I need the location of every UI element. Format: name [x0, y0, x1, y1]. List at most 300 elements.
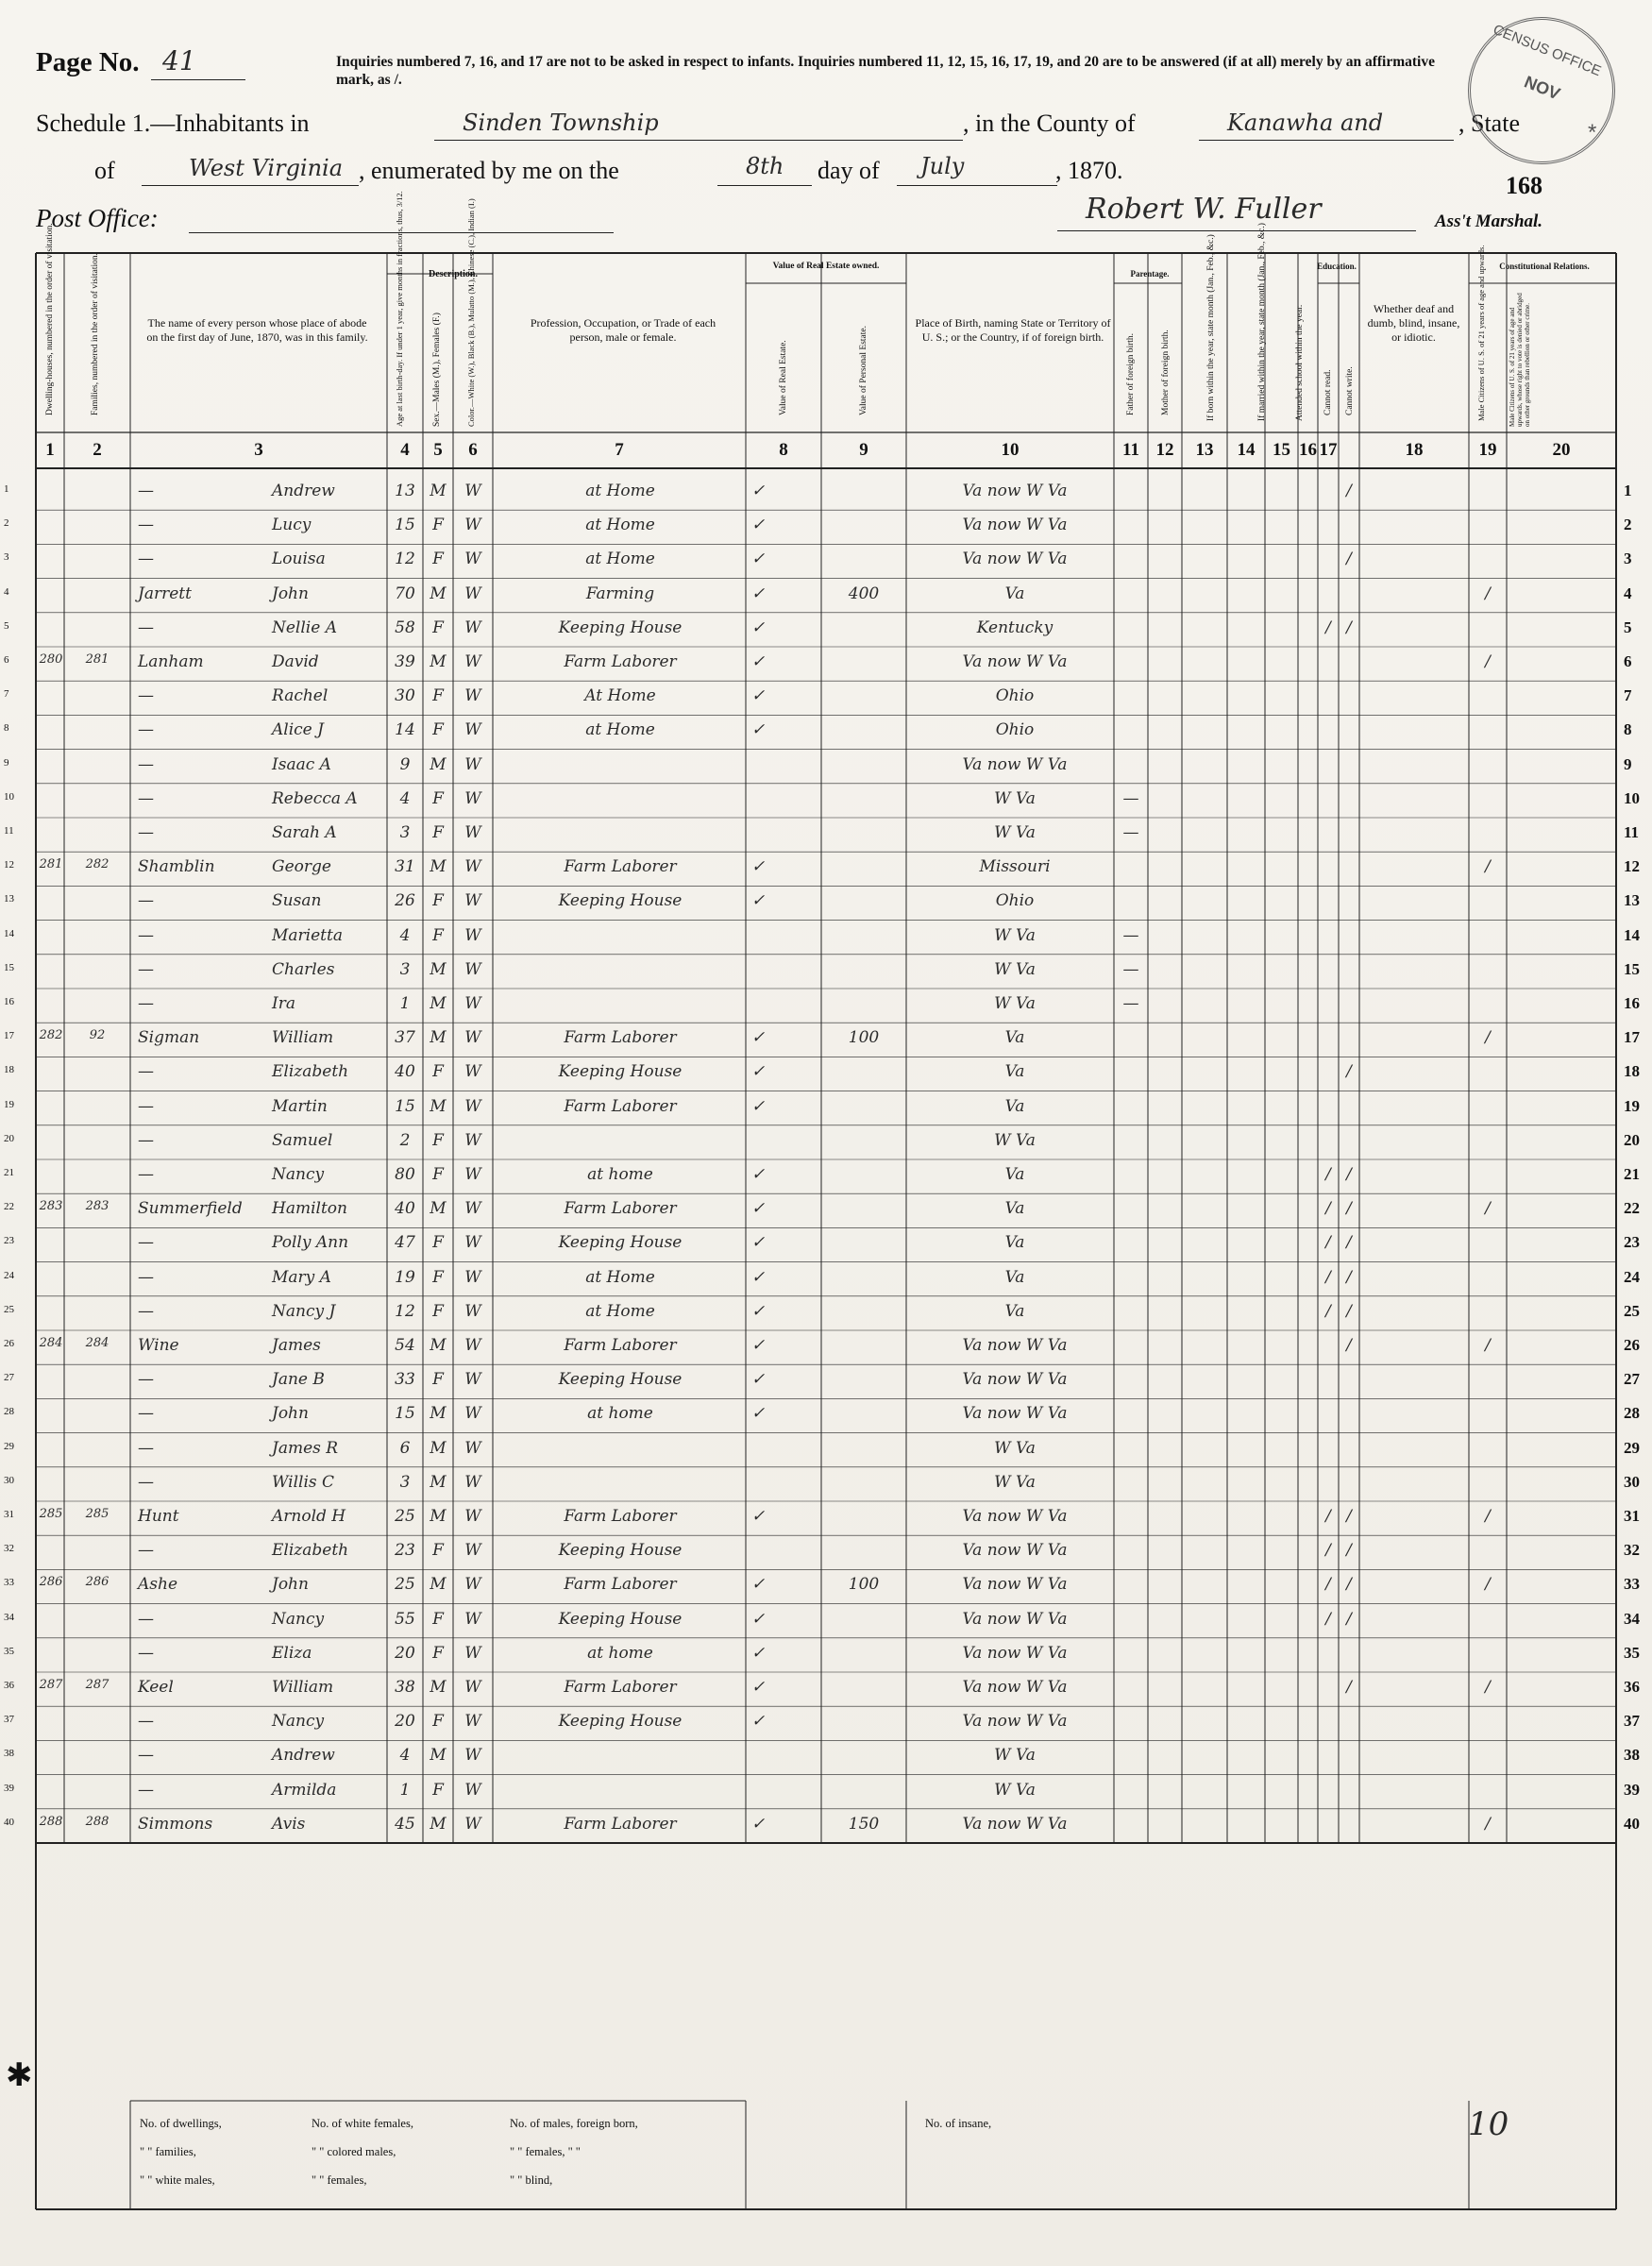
citizens-total: 10: [1468, 2105, 1509, 2143]
given-name: Ira: [272, 994, 295, 1013]
occupation: Farm Laborer: [564, 857, 677, 877]
real-estate-mark: ✓: [751, 1233, 766, 1253]
birth-place: Va now W Va: [962, 1609, 1068, 1629]
sex: M: [430, 754, 447, 774]
row-number-right: 8: [1624, 720, 1632, 739]
row-number-right: 24: [1624, 1267, 1640, 1286]
birth-place: W Va: [994, 788, 1036, 808]
age: 3: [399, 959, 411, 979]
given-name: Rachel: [272, 686, 329, 706]
age: 6: [399, 1438, 411, 1458]
post-office-label: Post Office:: [36, 204, 159, 232]
state-value: West Virginia: [189, 155, 344, 181]
given-name: Nancy J: [272, 1301, 336, 1321]
cannot-write: /: [1346, 1575, 1352, 1595]
family-number: 287: [85, 1678, 110, 1692]
birth-place: Missouri: [979, 857, 1051, 877]
col6-header: Color.—White (W.), Black (B.), Mulatto (M.), Chinese (C.), Indian (I.): [466, 198, 476, 427]
surname: —: [138, 994, 154, 1013]
color: W: [464, 720, 481, 740]
real-estate-mark: ✓: [751, 482, 766, 500]
real-estate-mark: ✓: [751, 1575, 766, 1595]
male-citizen-21: /: [1485, 1199, 1491, 1219]
row-number-left: 8: [4, 722, 9, 735]
sex: F: [432, 1712, 444, 1732]
age: 25: [395, 1507, 415, 1526]
township-value: Sinden Township: [463, 110, 659, 136]
sex: F: [432, 516, 444, 535]
family-number: 285: [85, 1507, 110, 1521]
male-citizen-21: /: [1485, 1028, 1491, 1048]
surname: —: [138, 1301, 154, 1321]
surname: Wine: [138, 1336, 179, 1355]
sex: M: [430, 1199, 447, 1219]
given-name: Elizabeth: [272, 1541, 349, 1561]
given-name: Nancy: [272, 1609, 325, 1629]
real-estate-mark: ✓: [751, 1199, 766, 1219]
real-estate-mark: ✓: [751, 1507, 766, 1526]
dwelling-number: 288: [39, 1814, 63, 1829]
surname: Keel: [138, 1678, 174, 1697]
row-number-right: 39: [1624, 1780, 1640, 1799]
personal-estate: 100: [848, 1575, 880, 1595]
surname: Summerfield: [138, 1199, 243, 1219]
sex: M: [430, 1746, 447, 1766]
col15-header: Attended school within the year.: [1295, 304, 1305, 421]
occupation: Farm Laborer: [564, 1678, 677, 1697]
surname: —: [138, 1062, 154, 1082]
real-estate-mark: ✓: [751, 1370, 766, 1390]
col2-header: Families, numbered in the order of visitation.: [91, 252, 100, 415]
occupation: Keeping House: [558, 1541, 683, 1561]
sex: F: [432, 720, 444, 740]
age: 15: [395, 1404, 415, 1424]
row-number-left: 36: [4, 1680, 14, 1691]
row-number-left: 23: [4, 1235, 14, 1247]
footer-females: " " females,: [312, 2173, 367, 2187]
row-number-left: 3: [4, 551, 9, 564]
footer-foreign-males: No. of males, foreign born,: [510, 2117, 638, 2130]
surname: —: [138, 1165, 154, 1184]
given-name: Martin: [272, 1096, 328, 1116]
given-name: George: [272, 857, 331, 877]
row-number-left: 16: [4, 996, 14, 1007]
birth-place: W Va: [994, 1780, 1036, 1800]
footer-foreign-females: " " females, " ": [510, 2145, 581, 2158]
row-number-left: 24: [4, 1269, 14, 1281]
dwelling-number: 282: [39, 1028, 63, 1043]
row-number-left: 26: [4, 1338, 14, 1349]
birth-place: Va now W Va: [962, 1336, 1068, 1355]
cannot-write: /: [1346, 550, 1352, 569]
col17-header: Cannot write.: [1345, 366, 1355, 415]
col10-header: Place of Birth, naming State or Territory of U. S.; or the Country, if of foreign birth.: [915, 316, 1111, 344]
occupation: at home: [587, 1643, 653, 1663]
row-number-right: 12: [1624, 857, 1640, 876]
footer-dwellings: No. of dwellings,: [140, 2117, 222, 2130]
color: W: [464, 1472, 481, 1492]
dwelling-number: 283: [39, 1199, 63, 1214]
footer-insane: No. of insane,: [925, 2117, 992, 2130]
cannot-write: /: [1346, 1199, 1352, 1219]
cannot-write: /: [1346, 1507, 1352, 1526]
age: 38: [395, 1678, 415, 1697]
age: 9: [399, 754, 411, 774]
sex: M: [430, 1678, 447, 1697]
row-number-right: 35: [1624, 1643, 1640, 1662]
given-name: Isaac A: [272, 754, 331, 774]
surname: —: [138, 1712, 154, 1732]
marshal-label: Ass't Marshal.: [1435, 211, 1543, 231]
color: W: [464, 1199, 481, 1219]
occupation: Keeping House: [558, 891, 683, 911]
group-parentage: Parentage.: [1130, 269, 1170, 279]
row-number-right: 10: [1624, 788, 1640, 807]
surname: —: [138, 617, 154, 637]
given-name: Eliza: [272, 1643, 312, 1663]
color: W: [464, 550, 481, 569]
dwelling-number: 287: [39, 1678, 63, 1692]
surname: —: [138, 550, 154, 569]
row-number-left: 22: [4, 1201, 14, 1213]
given-name: Samuel: [272, 1130, 333, 1150]
real-estate-mark: ✓: [751, 891, 766, 911]
sex: F: [432, 1165, 444, 1184]
color: W: [464, 516, 481, 535]
birth-place: W Va: [994, 1438, 1036, 1458]
inquiries-note: Inquiries numbered 7, 16, and 17 are not to be asked in respect to infants. Inquiries numbered 11, 12, 15, 16, 17, 19, and 20 are to be answered (if at all) merely by an affirmative mark, as /.: [336, 54, 1435, 88]
col13-header: If born within the year, state month (Jan., Feb., &c.): [1206, 234, 1216, 421]
occupation: at home: [587, 1404, 653, 1424]
occupation: Farm Laborer: [564, 1814, 677, 1834]
given-name: John: [272, 1575, 309, 1595]
occupation: Farm Laborer: [564, 1199, 677, 1219]
sex: F: [432, 1267, 444, 1287]
birth-place: Va now W Va: [962, 1541, 1068, 1561]
personal-estate: 150: [848, 1814, 880, 1834]
cannot-read: /: [1325, 1541, 1331, 1561]
father-foreign: —: [1122, 994, 1139, 1013]
column-number-10: 10: [1001, 440, 1020, 460]
state-label: , State: [1458, 110, 1520, 137]
age: 14: [395, 720, 415, 740]
color: W: [464, 857, 481, 877]
birth-place: Va now W Va: [962, 516, 1068, 535]
color: W: [464, 1301, 481, 1321]
age: 12: [395, 550, 415, 569]
family-number: 282: [85, 857, 110, 872]
surname: Simmons: [138, 1814, 213, 1834]
row-number-left: 15: [4, 961, 14, 973]
row-number-right: 9: [1624, 754, 1632, 773]
row-number-right: 36: [1624, 1678, 1640, 1696]
sex: F: [432, 686, 444, 706]
occupation: Keeping House: [558, 1062, 683, 1082]
col11-header: Father of foreign birth.: [1126, 332, 1136, 415]
color: W: [464, 1165, 481, 1184]
color: W: [464, 1130, 481, 1150]
row-number-left: 9: [4, 756, 9, 769]
sex: F: [432, 1370, 444, 1390]
row-number-left: 37: [4, 1714, 14, 1726]
column-number-5: 5: [433, 440, 443, 460]
given-name: David: [272, 652, 319, 671]
real-estate-mark: ✓: [751, 583, 766, 603]
age: 20: [395, 1712, 415, 1732]
male-citizen-21: /: [1485, 1814, 1491, 1834]
color: W: [464, 1370, 481, 1390]
group-education: Education.: [1317, 262, 1357, 271]
row-number-right: 1: [1624, 482, 1632, 499]
surname: Ashe: [138, 1575, 178, 1595]
footer-white-females: No. of white females,: [312, 2117, 413, 2130]
row-number-right: 29: [1624, 1438, 1640, 1457]
surname: —: [138, 1438, 154, 1458]
father-foreign: —: [1122, 959, 1139, 979]
row-number-right: 2: [1624, 516, 1632, 534]
col14-header: If married within the year, state month (Jan., Feb., &c.): [1257, 223, 1267, 421]
given-name: Sarah A: [272, 823, 337, 842]
real-estate-mark: ✓: [751, 1712, 766, 1732]
row-number-right: 19: [1624, 1096, 1640, 1115]
color: W: [464, 1062, 481, 1082]
sex: F: [432, 1130, 444, 1150]
sex: M: [430, 994, 447, 1013]
col19-header: Male Citizens of U. S. of 21 years of age and upwards.: [1476, 245, 1486, 421]
surname: —: [138, 925, 154, 945]
sex: M: [430, 482, 447, 500]
given-name: Nellie A: [272, 617, 337, 637]
color: W: [464, 1438, 481, 1458]
given-name: Elizabeth: [272, 1062, 349, 1082]
surname: Shamblin: [138, 857, 215, 877]
age: 47: [395, 1233, 415, 1253]
birth-place: Ohio: [995, 686, 1035, 706]
age: 2: [399, 1130, 411, 1150]
occupation: at Home: [585, 516, 655, 535]
occupation: at Home: [585, 482, 655, 500]
occupation: at Home: [585, 720, 655, 740]
father-foreign: —: [1122, 788, 1139, 808]
surname: —: [138, 1096, 154, 1116]
column-number-2: 2: [93, 440, 102, 460]
color: W: [464, 959, 481, 979]
age: 33: [395, 1370, 415, 1390]
age: 58: [395, 617, 415, 637]
color: W: [464, 1609, 481, 1629]
male-citizen-21: /: [1485, 1575, 1491, 1595]
age: 40: [395, 1199, 415, 1219]
occupation: at home: [587, 1165, 653, 1184]
dwelling-number: 284: [39, 1336, 63, 1350]
row-number-right: 28: [1624, 1404, 1640, 1423]
margin-star-mark: ✱: [6, 2056, 33, 2094]
given-name: Alice J: [272, 720, 324, 740]
color: W: [464, 925, 481, 945]
row-number-left: 19: [4, 1098, 14, 1110]
column-number-17: 17: [1319, 440, 1338, 460]
given-name: Andrew: [272, 482, 335, 500]
surname: —: [138, 788, 154, 808]
col8-header: Value of Real Estate.: [779, 340, 788, 415]
age: 13: [395, 482, 415, 500]
color: W: [464, 1267, 481, 1287]
birth-place: Va: [1004, 1233, 1025, 1253]
given-name: Susan: [272, 891, 322, 911]
given-name: Armilda: [272, 1780, 337, 1800]
row-number-left: 39: [4, 1782, 14, 1794]
cannot-write: /: [1346, 1336, 1352, 1355]
given-name: Arnold H: [272, 1507, 346, 1526]
cannot-write: /: [1346, 1062, 1352, 1082]
cannot-read: /: [1325, 1233, 1331, 1253]
occupation: Keeping House: [558, 1233, 683, 1253]
given-name: Jane B: [272, 1370, 325, 1390]
birth-place: Va: [1004, 1062, 1025, 1082]
month-value: July: [920, 153, 965, 179]
col9-header: Value of Personal Estate.: [859, 326, 868, 415]
surname: —: [138, 516, 154, 535]
column-number-6: 6: [468, 440, 478, 460]
given-name: Andrew: [272, 1746, 335, 1766]
col5-header: Sex.—Males (M.), Females (F.): [432, 313, 442, 427]
real-estate-mark: ✓: [751, 550, 766, 569]
sex: F: [432, 788, 444, 808]
row-number-right: 21: [1624, 1165, 1640, 1183]
real-estate-mark: ✓: [751, 1814, 766, 1834]
surname: —: [138, 1233, 154, 1253]
sex: F: [432, 1062, 444, 1082]
enumerated-label: , enumerated by me on the: [359, 157, 619, 184]
surname: —: [138, 1643, 154, 1663]
surname: —: [138, 1472, 154, 1492]
occupation: Farm Laborer: [564, 652, 677, 671]
given-name: Avis: [272, 1814, 306, 1834]
schedule-label: Schedule 1.—Inhabitants in: [36, 110, 310, 137]
surname: Jarrett: [138, 583, 192, 603]
row-number-right: 27: [1624, 1370, 1640, 1389]
sex: M: [430, 583, 447, 603]
column-number-11: 11: [1122, 440, 1139, 460]
real-estate-mark: ✓: [751, 1301, 766, 1321]
color: W: [464, 891, 481, 911]
color: W: [464, 788, 481, 808]
occupation: at Home: [585, 1267, 655, 1287]
cannot-write: /: [1346, 482, 1352, 500]
row-number-left: 18: [4, 1064, 14, 1076]
column-number-9: 9: [859, 440, 868, 460]
row-number-right: 37: [1624, 1712, 1640, 1731]
sex: M: [430, 1404, 447, 1424]
birth-place: Va: [1004, 1028, 1025, 1048]
age: 19: [395, 1267, 415, 1287]
surname: —: [138, 959, 154, 979]
cannot-write: /: [1346, 1165, 1352, 1184]
row-number-right: 26: [1624, 1336, 1640, 1354]
given-name: Marietta: [272, 925, 343, 945]
color: W: [464, 1746, 481, 1766]
real-estate-mark: ✓: [751, 686, 766, 706]
row-number-right: 40: [1624, 1814, 1640, 1833]
sex: M: [430, 652, 447, 671]
sex: M: [430, 1096, 447, 1116]
color: W: [464, 1028, 481, 1048]
county-value: Kanawha and: [1227, 110, 1384, 136]
row-number-right: 15: [1624, 959, 1640, 978]
birth-place: W Va: [994, 925, 1036, 945]
column-number-16: 16: [1299, 440, 1317, 460]
birth-place: Va: [1004, 583, 1025, 603]
row-number-left: 11: [4, 825, 14, 837]
birth-place: W Va: [994, 959, 1036, 979]
age: 23: [395, 1541, 415, 1561]
year-value: , 1870.: [1055, 157, 1123, 184]
given-name: John: [272, 1404, 309, 1424]
real-estate-mark: ✓: [751, 1643, 766, 1663]
color: W: [464, 994, 481, 1013]
color: W: [464, 617, 481, 637]
row-number-left: 34: [4, 1611, 14, 1623]
birth-place: Va now W Va: [962, 1404, 1068, 1424]
occupation: Farm Laborer: [564, 1336, 677, 1355]
column-number-13: 13: [1195, 440, 1214, 460]
surname: —: [138, 686, 154, 706]
birth-place: Va now W Va: [962, 754, 1068, 774]
given-name: Nancy: [272, 1165, 325, 1184]
age: 31: [395, 857, 415, 877]
sex: F: [432, 550, 444, 569]
row-number-left: 27: [4, 1372, 14, 1384]
row-number-left: 10: [4, 790, 14, 803]
real-estate-mark: ✓: [751, 1336, 766, 1355]
color: W: [464, 1096, 481, 1116]
given-name: William: [272, 1678, 334, 1697]
footer-families: " " families,: [140, 2145, 196, 2158]
surname: —: [138, 1541, 154, 1561]
male-citizen-21: /: [1485, 1507, 1491, 1526]
birth-place: Va: [1004, 1165, 1025, 1184]
age: 70: [395, 583, 415, 603]
birth-place: Va now W Va: [962, 1575, 1068, 1595]
row-number-right: 23: [1624, 1233, 1640, 1252]
surname: —: [138, 720, 154, 740]
age: 26: [395, 891, 415, 911]
col12-header: Mother of foreign birth.: [1161, 330, 1171, 415]
row-number-left: 6: [4, 654, 9, 666]
cannot-read: /: [1325, 1199, 1331, 1219]
color: W: [464, 1404, 481, 1424]
surname: —: [138, 891, 154, 911]
real-estate-mark: ✓: [751, 1096, 766, 1116]
row-number-left: 31: [4, 1509, 14, 1520]
given-name: Rebecca A: [272, 788, 358, 808]
surname: —: [138, 1746, 154, 1766]
birth-place: W Va: [994, 1130, 1036, 1150]
row-number-left: 4: [4, 585, 9, 598]
cannot-write: /: [1346, 1267, 1352, 1287]
row-number-right: 13: [1624, 891, 1640, 910]
surname: —: [138, 1404, 154, 1424]
real-estate-mark: ✓: [751, 1165, 766, 1184]
birth-place: W Va: [994, 994, 1036, 1013]
real-estate-mark: ✓: [751, 1678, 766, 1697]
age: 45: [395, 1814, 415, 1834]
county-label: , in the County of: [963, 110, 1136, 137]
column-number-8: 8: [779, 440, 788, 460]
family-number: 283: [85, 1199, 110, 1214]
given-name: James R: [272, 1438, 339, 1458]
row-number-left: 28: [4, 1406, 14, 1418]
